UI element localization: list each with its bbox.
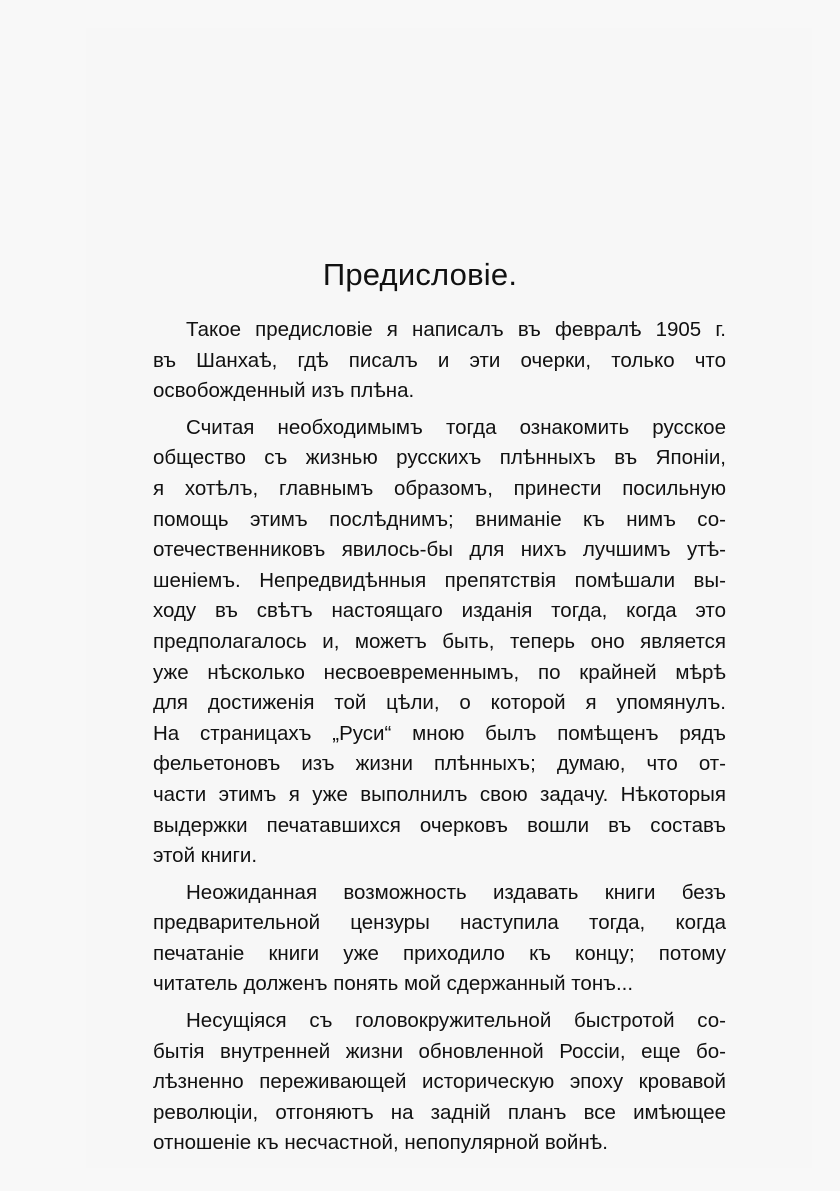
- text-line: части этимъ я уже выполнилъ свою задачу. Нѣкоторыя: [153, 782, 726, 806]
- text-line: я хотѣлъ, главнымъ образомъ, принести посильную: [153, 476, 726, 500]
- text-line: отношеніе къ несчастной, непопулярной войнѣ.: [153, 1131, 608, 1155]
- text-line: печатаніе книги уже приходило къ концу; потому: [153, 941, 726, 965]
- text-line: Считая необходимымъ тогда ознакомить русское: [186, 415, 726, 439]
- text-line: шеніемъ. Непредвидѣнныя препятствія помѣшали вы-: [153, 568, 726, 592]
- paragraph-2: [153, 413, 726, 872]
- text-line: освобожденный изъ плѣна.: [153, 379, 415, 403]
- text-line: революціи, отгоняютъ на задній планъ все имѣющее: [153, 1100, 726, 1124]
- text-line: читатель долженъ понять мой сдержанный тонъ...: [153, 972, 634, 996]
- text-line: въ Шанхаѣ, гдѣ писалъ и эти очерки, только что: [153, 348, 726, 372]
- text-line: этой книги.: [153, 844, 258, 868]
- text-line: ходу въ свѣтъ настоящаго изданія тогда, когда это: [153, 599, 726, 623]
- preface-body: [153, 315, 726, 1165]
- paragraph-3: [153, 878, 726, 1000]
- text-line: предварительной цензуры наступила тогда, когда: [153, 911, 726, 935]
- text-line: уже нѣсколько несвоевременнымъ, по крайней мѣрѣ: [153, 660, 726, 684]
- text-line: На страницахъ „Руси“ мною былъ помѣщенъ рядъ: [153, 721, 726, 745]
- text-line: Такое предисловіе я написалъ въ февралѣ 1905 г.: [186, 318, 726, 341]
- text-line: бытія внутренней жизни обновленной Россіи, еще бо-: [153, 1039, 726, 1063]
- text-line: фельетоновъ изъ жизни плѣнныхъ; думаю, что от-: [153, 752, 726, 776]
- text-line: предполагалось и, можетъ быть, теперь оно является: [153, 629, 726, 653]
- paragraph-1: [153, 315, 726, 407]
- text-line: для достиженія той цѣли, о которой я упомянулъ.: [153, 691, 726, 715]
- text-line: помощь этимъ послѣднимъ; вниманіе къ нимъ со-: [153, 507, 726, 531]
- text-line: лѣзненно переживающей историческую эпоху кровавой: [153, 1070, 726, 1094]
- text-line: Неожиданная возможность издавать книги безъ: [186, 880, 726, 904]
- paragraph-4: [153, 1006, 726, 1159]
- text-line: Несущіяся съ головокружительной быстротой со-: [186, 1009, 726, 1033]
- page-title: Предисловіе.: [322, 257, 518, 292]
- text-line: выдержки печатавшихся очерковъ вошли въ составъ: [153, 813, 726, 837]
- text-line: общество съ жизнью русскихъ плѣнныхъ въ Японіи,: [153, 446, 726, 470]
- text-line: отечественниковъ явилось-бы для нихъ лучшимъ утѣ-: [153, 538, 726, 562]
